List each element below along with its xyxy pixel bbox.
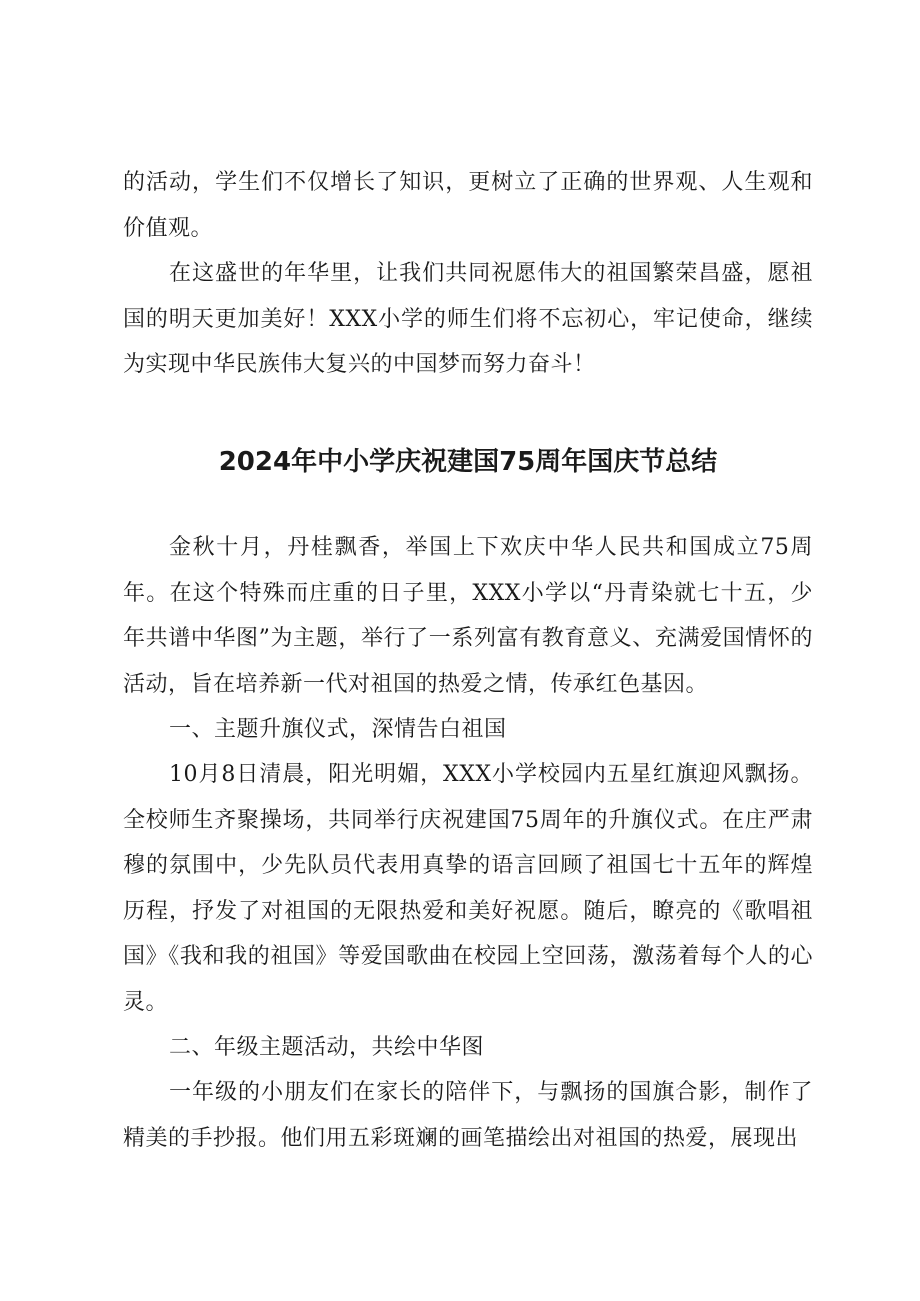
section-heading-flag-ceremony: 一、主题升旗仪式，深情告白祖国 (169, 717, 507, 742)
intro-paragraph: 金秋十月，丹桂飘香，举国上下欢庆中华人民共和国成立75周年。在这个特殊而庄重的日子里，XXX小学以“丹青染就七十五，少年共谱中华图”为主题，举行了一系列富有教育意义、充满爱国情怀的活动，旨在培养新一代对祖国的热爱之情，传承红色基因。 (123, 535, 813, 697)
continuation-paragraph: 的活动，学生们不仅增长了知识，更树立了正确的世界观、人生观和价值观。 (123, 170, 813, 241)
section-paragraph-grade-activities: 一年级的小朋友们在家长的陪伴下，与飘扬的国旗合影，制作了精美的手抄报。他们用五彩斑斓的画笔描绘出对祖国的热爱，展现出 (123, 1080, 813, 1151)
closing-paragraph: 在这盛世的年华里，让我们共同祝愿伟大的祖国繁荣昌盛，愿祖国的明天更加美好！XXX小学的师生们将不忘初心，牢记使命，继续为实现中华民族伟大复兴的中国梦而努力奋斗！ (123, 261, 813, 377)
section-paragraph-flag-ceremony: 10月8日清晨，阳光明媚，XXX小学校园内五星红旗迎风飘扬。全校师生齐聚操场，共同举行庆祝建国75周年的升旗仪式。在庄严肃穆的氛围中，少先队员代表用真挚的语言回顾了祖国七十五年的辉煌历程，抒发了对祖国的无限热爱和美好祝愿。随后，瞭亮的《歌唱祖国》《我和我的祖国》等爱国歌曲在校园上空回荡，激荡着每个人的心灵。 (123, 762, 813, 1015)
section-heading-grade-activities: 二、年级主题活动，共绘中华图 (169, 1035, 485, 1060)
document-title: 2024年中小学庆祝建国75周年国庆节总结 (218, 447, 718, 477)
